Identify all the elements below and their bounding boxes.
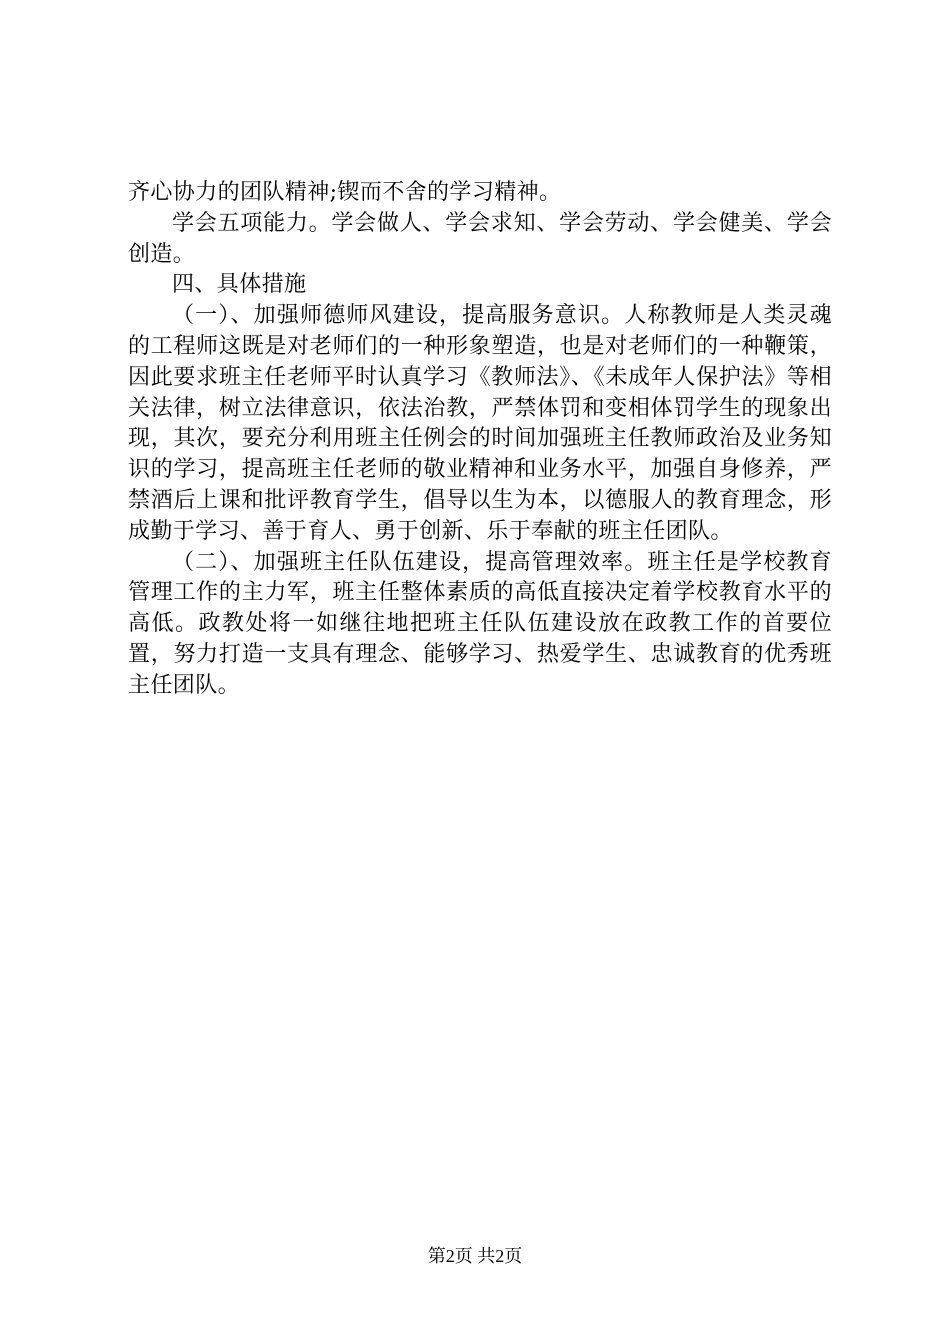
paragraph-continuation: 齐心协力的团队精神;锲而不舍的学习精神。	[128, 180, 562, 205]
section-heading-measures: 四、具体措施	[172, 272, 307, 298]
page-footer: 第2页 共2页	[427, 1246, 523, 1266]
document-body	[128, 178, 832, 702]
paragraph-teacher-ethics: （一）、加强师德师风建设，提高服务意识。人称教师是人类灵魂的工程师这既是对老师们的一种形象塑造，也是对老师们的一种鞭策，因此要求班主任老师平时认真学习《教师法》、《未成年人保护法》等相关法律，树立法律意识，依法治教，严禁体罚和变相体罚学生的现象出现，其次，要充分利用班主任例会的时间加强班主任教师政治及业务知识的学习，提高班主任老师的敬业精神和业务水平，加强自身修养，严禁酒后上课和批评教育学生，倡导以生为本，以德服人的教育理念，形成勤于学习、善于育人、勇于创新、乐于奉献的班主任团队。	[128, 303, 832, 544]
paragraph-team-building: （二）、加强班主任队伍建设，提高管理效率。班主任是学校教育管理工作的主力军，班主任整体素质的高低直接决定着学校教育水平的高低。政教处将一如继往地把班主任队伍建设放在政教工作的首要位置，努力打造一支具有理念、能够学习、热爱学生、忠诚教育的优秀班主任团队。	[128, 549, 832, 698]
paragraph-five-abilities: 学会五项能力。学会做人、学会求知、学会劳动、学会健美、学会创造。	[128, 210, 832, 267]
